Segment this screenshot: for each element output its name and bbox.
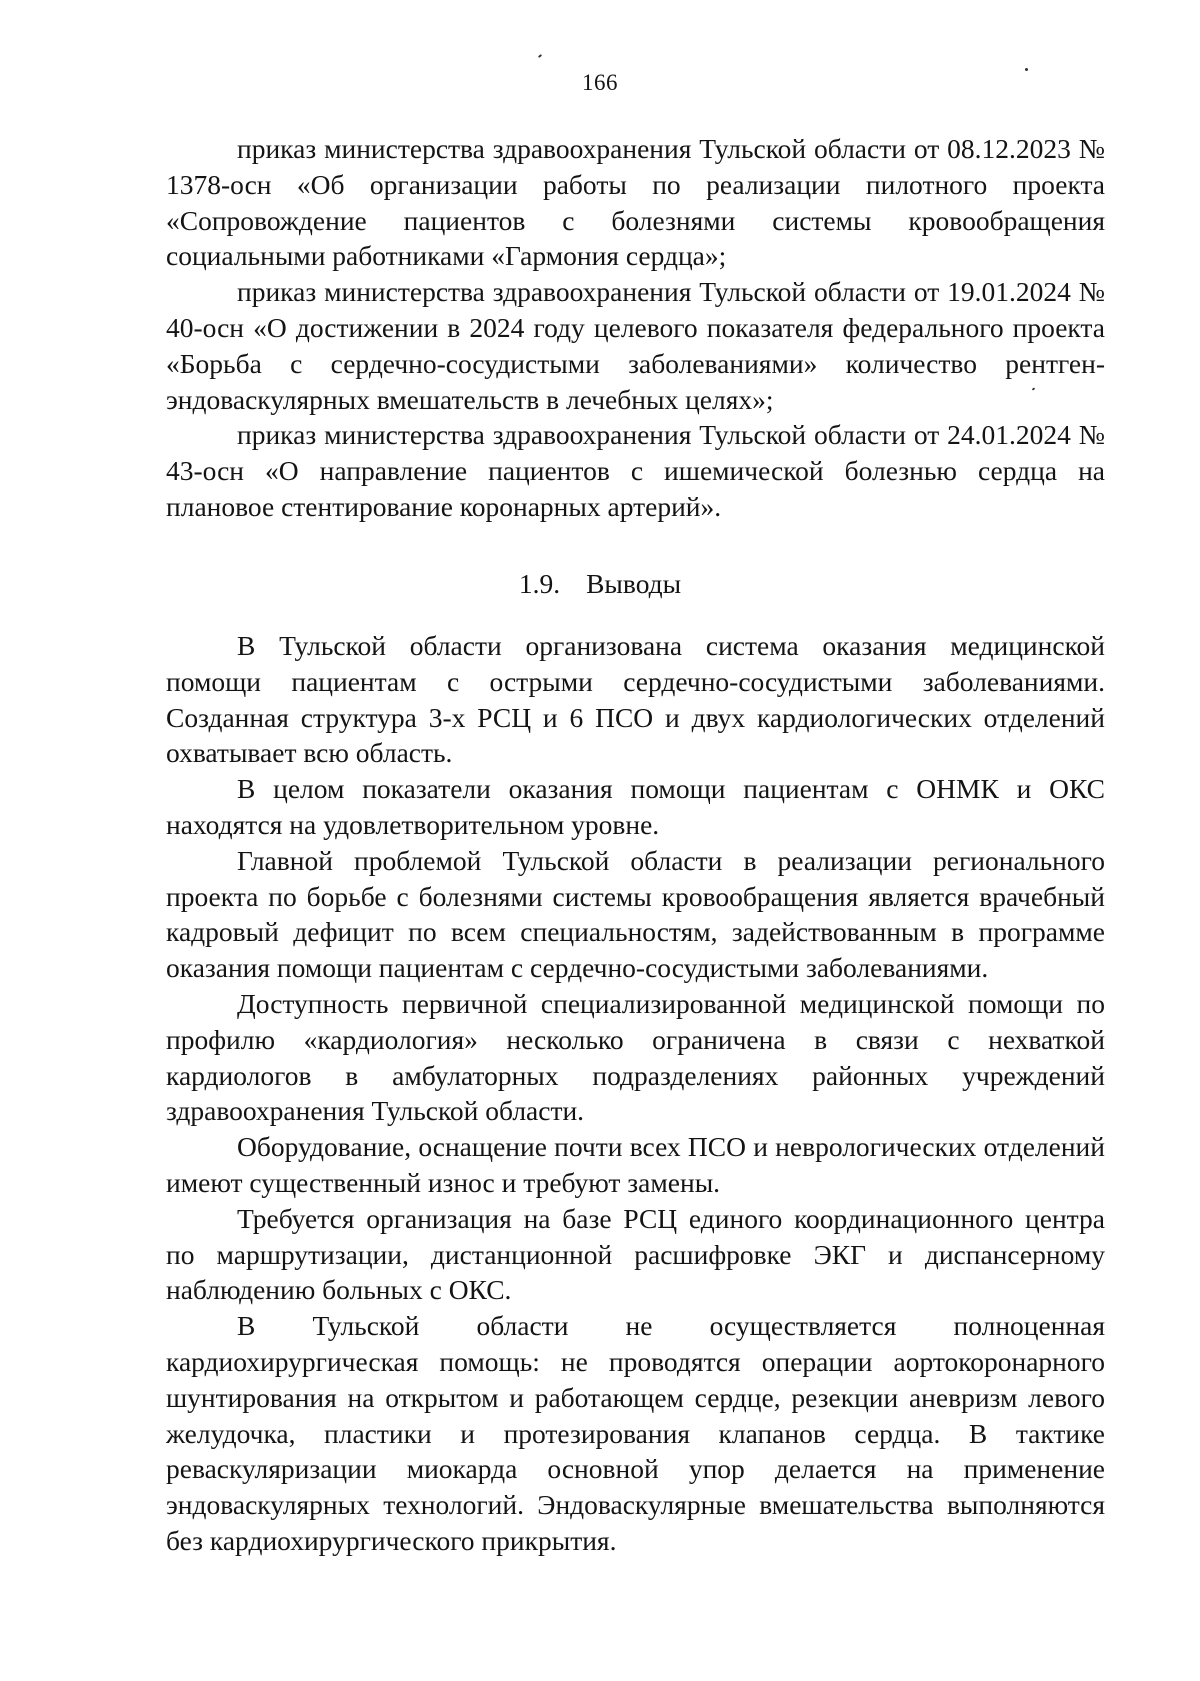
order-paragraph: приказ министерства здравоохранения Тульской области от 19.01.2024 № 40-осн «О достижении в 2024 году целевого показателя федерального проекта «Борьба с сердечно-сосудистыми заболеваниями» количество рентген-эндоваскулярных вмешательств в лечебных целях»;	[166, 276, 1105, 415]
conclusion-paragraph: В Тульской области организована система оказания медицинской помощи пациентам с острыми сердечно-сосудистыми заболеваниями. Созданная структура 3-х РСЦ и 6 ПСО и двух кардиологических отделений охватывает всю область.	[166, 630, 1105, 769]
conclusion-paragraph: Требуется организация на базе РСЦ единого координационного центра по маршрутизации, дистанционной расшифровке ЭКГ и диспансерному наблюдению больных с ОКС.	[166, 1202, 1105, 1306]
conclusion-paragraph: В целом показатели оказания помощи пациентам с ОНМК и ОКС находятся на удовлетворительном уровне.	[166, 773, 1105, 840]
section-title: Выводы	[586, 568, 682, 599]
conclusion-paragraph: Главной проблемой Тульской области в реализации регионального проекта по борьбе с болезнями системы кровообращения является врачебный кадровый дефицит по всем специальностям, задействованным в программе оказания помощи пациентам с сердечно-сосудистыми заболеваниями.	[166, 844, 1105, 984]
conclusions-body	[166, 628, 1105, 1559]
section-number: 1.9.	[518, 568, 561, 599]
section-heading	[0, 566, 1200, 602]
conclusion-paragraph: Доступность первичной специализированной медицинской помощи по профилю «кардиология» несколько ограничена в связи с нехваткой кардиологов в амбулаторных подразделениях районных учреждений здравоохранения Тульской области.	[166, 987, 1105, 1127]
scan-speck	[538, 54, 542, 58]
conclusion-paragraph: Оборудование, оснащение почти всех ПСО и неврологических отделений имеют существенный износ и требуют замены.	[166, 1131, 1105, 1198]
orders-list	[166, 131, 1105, 525]
order-paragraph: приказ министерства здравоохранения Тульской области от 08.12.2023 № 1378-осн «Об организации работы по реализации пилотного проекта «Сопровождение пациентов с болезнями системы кровообращения социальными работниками «Гармония сердца»;	[166, 133, 1105, 272]
conclusion-paragraph: В Тульской области не осуществляется полноценная кардиохирургическая помощь: не проводятся операции аортокоронарного шунтирования на открытом и работающем сердце, резекции аневризм левого желудочка, пластики и протезирования клапанов сердца. В тактике реваскуляризации миокарда основной упор делается на применение эндоваскулярных технологий. Эндоваскулярные вмешательства выполняются без кардиохирургического прикрытия.	[166, 1310, 1105, 1556]
order-paragraph: приказ министерства здравоохранения Тульской области от 24.01.2024 № 43-осн «О направление пациентов с ишемической болезнью сердца на плановое стентирование коронарных артерий».	[166, 419, 1105, 522]
page-number: 166	[582, 70, 618, 95]
